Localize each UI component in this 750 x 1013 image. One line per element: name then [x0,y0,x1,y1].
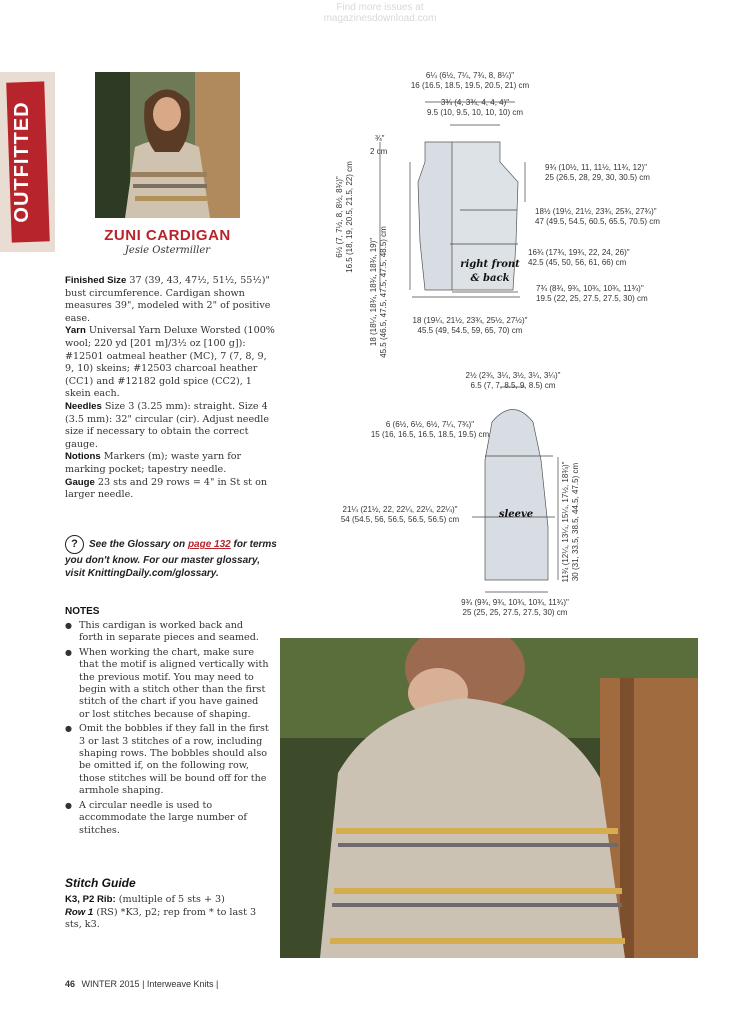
svg-text:sleeve: sleeve [498,509,534,520]
svg-text:15 (16, 16.5, 16.5, 18.5, 19.5: 15 (16, 16.5, 16.5, 18.5, 19.5) cm [370,430,490,439]
pattern-specs: Finished Size 37 (39, 43, 47½, 51½, 55½)" bust circumference. Cardigan shown measures 39", modeled with 2" of positive ease. Yarn Universal Yarn Deluxe Worsted (100% wool; 220 yd [201 m]/3½ oz [100 g]): #12501 oatmeal heather (MC), 7 (7, 8, 9, 9, 10) skeins; #12503 charcoal heather (CC1) and #12182 gold spice (CC2), 1 skein each. Needles Size 3 (3.25 mm): straight. Size 4 (3.5 mm): 32" circular (cir). Adjust needle size if necessary to obtain the correct gauge. Notions Markers (m); waste yarn for marking pocket; tapestry needle. Gauge 23 sts and 29 rows = 4" in St st on larger needle. [65,275,275,501]
svg-text:25 (26.5, 28, 29, 30, 30.5) cm: 25 (26.5, 28, 29, 30, 30.5) cm [545,173,650,182]
watermark: Find more issues at magazinesdownload.com [323,2,437,24]
page-number: 46 [65,979,76,989]
svg-text:6¼ (6½, 7¼, 7¾, 8, 8¼)": 6¼ (6½, 7¼, 7¾, 8, 8¼)" [425,71,515,80]
svg-text:11¾ (12¼, 13¼, 15¼, 17½, 18¾)": 11¾ (12¼, 13¼, 15¼, 17½, 18¾)" [561,461,570,583]
svg-text:18 (18¼, 18¾, 18¾, 18¾, 19)": 18 (18¼, 18¾, 18¾, 18¾, 19)" [369,237,378,347]
svg-text:16 (16.5, 18.5, 19.5, 20.5, 21: 16 (16.5, 18.5, 19.5, 20.5, 21) cm [410,81,530,90]
svg-text:21¼ (21½, 22, 22¼, 22¼, 22¼)": 21¼ (21½, 22, 22¼, 22¼, 22¼)" [342,505,458,514]
svg-text:9.5 (10, 9.5, 10, 10, 10) cm: 9.5 (10, 9.5, 10, 10, 10) cm [426,108,524,117]
svg-text:18½ (19½, 21½, 23¾, 25¾, 27¾)": 18½ (19½, 21½, 23¾, 25¾, 27¾)" [535,207,657,216]
section-label-outfitted [5,78,51,246]
model-photo-front [95,72,240,218]
model-photo-back [280,638,698,958]
svg-text:9¾ (10½, 11, 11½, 11¾, 12)": 9¾ (10½, 11, 11½, 11¾, 12)" [545,163,648,172]
notes-list [65,620,270,839]
designer-name: Jesie Ostermiller [124,245,211,256]
svg-text:6 (6½, 6½, 6½, 7¼, 7¾)": 6 (6½, 6½, 6½, 7¼, 7¾)" [385,420,475,429]
svg-text:45.5 (49, 54.5, 59, 65, 70) cm: 45.5 (49, 54.5, 59, 65, 70) cm [417,326,523,335]
svg-text:2 cm: 2 cm [370,147,388,156]
svg-text:right front: right front [460,259,520,270]
page-footer: 46 WINTER 2015 | Interweave Knits | [65,979,219,989]
svg-text:25 (25, 25, 27.5, 27.5, 30) cm: 25 (25, 25, 27.5, 27.5, 30) cm [462,608,568,617]
svg-text:16.5 (18, 19, 20.5, 21.5, 22): 16.5 (18, 19, 20.5, 21.5, 22) cm [345,161,354,273]
svg-text:OUTFITTED: OUTFITTED [11,101,33,223]
question-icon: ? [65,535,84,554]
stitch-guide-text: K3, P2 Rib: (multiple of 5 sts + 3) Row 1 (RS) *K3, p2; rep from * to last 3 sts, k3. [65,894,257,931]
glossary-page-link[interactable]: page 132 [187,539,231,551]
svg-text:54 (54.5, 56, 56.5, 56.5, 56.5: 54 (54.5, 56, 56.5, 56.5, 56.5) cm [340,515,460,524]
svg-text:7¾ (8¾, 9¾, 10¾, 10¾, 11¾)": 7¾ (8¾, 9¾, 10¾, 10¾, 11¾)" [536,284,644,293]
list-item: ● This cardigan is worked back and forth in separate pieces and seamed. [65,620,270,645]
svg-text:6½ (7, 7½, 8, 8½, 8¾)": 6½ (7, 7½, 8, 8½, 8¾)" [335,176,344,258]
glossary-note: ? See the Glossary on page 132 for terms you don't know. For our master glossary, visit KnittingDaily.com/glossary. [65,535,280,580]
svg-text:45.5 (46.5, 47.5, 47.5, 47.5,: 45.5 (46.5, 47.5, 47.5, 47.5, 48.5) cm [379,226,388,358]
list-item: ● When working the chart, make sure that the motif is aligned vertically with the previous motif. You may need to begin with a stitch other than the first stitch of the chart if you have gained or lost stitches because of shaping. [65,647,270,721]
svg-text:6.5 (7, 7, 8.5, 9, 8.5) cm: 6.5 (7, 7, 8.5, 9, 8.5) cm [470,381,556,390]
svg-text:16¾ (17¾, 19¾, 22, 24, 26)": 16¾ (17¾, 19¾, 22, 24, 26)" [528,248,630,257]
svg-text:3¾ (4, 3¾, 4, 4, 4)": 3¾ (4, 3¾, 4, 4, 4)" [440,98,510,107]
svg-text:18 (19¼, 21½, 23¾, 25½, 27½)": 18 (19¼, 21½, 23¾, 25½, 27½)" [412,316,528,325]
svg-text:2½ (2¾, 3¼, 3½, 3¼, 3¼)": 2½ (2¾, 3¼, 3½, 3¼, 3¼)" [465,371,561,380]
svg-text:19.5 (22, 25, 27.5, 27.5, 30): 19.5 (22, 25, 27.5, 27.5, 30) cm [536,294,648,303]
schematic-diagram [330,62,750,632]
svg-text:¾": ¾" [375,134,385,143]
svg-text:42.5 (45, 50, 56, 61, 66) cm: 42.5 (45, 50, 56, 61, 66) cm [528,258,627,267]
svg-text:9¾ (9¾, 9¾, 10¾, 10¾, 11¾)": 9¾ (9¾, 9¾, 10¾, 10¾, 11¾)" [461,598,569,607]
svg-text:30 (31, 33.5, 38.5, 44.5, 47.5: 30 (31, 33.5, 38.5, 44.5, 47.5) cm [571,462,580,582]
stitch-guide-heading: Stitch Guide [65,876,136,890]
notes-heading: NOTES [65,606,100,617]
list-item: ● A circular needle is used to accommodate the large number of stitches. [65,800,270,837]
list-item: ● Omit the bobbles if they fall in the first 3 or last 3 stitches of a row, including shaping rows. The bobbles should also be omitted if, on the following row, those stitches will be bound off for the armhole shaping. [65,723,270,797]
svg-text:47 (49.5, 54.5, 60.5, 65.5, 70: 47 (49.5, 54.5, 60.5, 65.5, 70.5) cm [535,217,660,226]
svg-text:& back: & back [470,273,510,284]
pattern-title: ZUNI CARDIGAN [104,227,231,244]
